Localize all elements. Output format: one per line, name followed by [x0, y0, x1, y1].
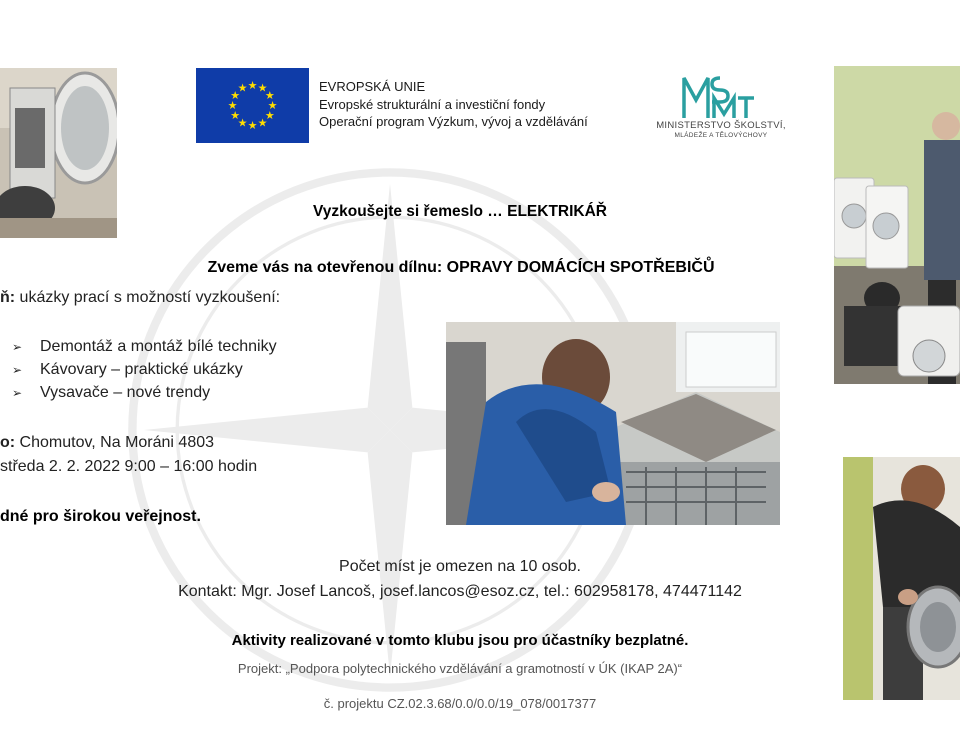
svg-text:★: ★ [257, 116, 268, 130]
place-value: Chomutov, Na Moráni 4803 [15, 434, 215, 451]
program-label: ň: [0, 289, 16, 306]
svg-text:★: ★ [267, 99, 278, 112]
contact-info: Kontakt: Mgr. Josef Lancoš, josef.lancos@esoz.cz, tel.: 602958178, 474471142 [178, 583, 742, 600]
svg-text:★: ★ [247, 119, 258, 132]
arrow-bullet-icon: ➢ [12, 363, 23, 377]
program-text: ukázky prací s možností vyzkoušení: [15, 289, 281, 306]
list-item-text: Demontáž a montáž bílé techniky [40, 338, 277, 355]
eu-title: EVROPSKÁ UNIE [319, 79, 426, 94]
svg-text:★: ★ [247, 79, 258, 92]
eu-flag-logo [196, 68, 309, 143]
arrow-bullet-icon: ➢ [12, 340, 23, 354]
svg-text:★: ★ [237, 116, 248, 130]
msmt-name-line1: MINISTERSTVO ŠKOLSTVÍ, [656, 120, 786, 131]
free-note: Aktivity realizované v tomto klubu jsou pro účastníky bezplatné. [231, 632, 689, 649]
msmt-name [646, 121, 796, 141]
audience-line: dné pro širokou veřejnost. [0, 508, 201, 525]
svg-text:★: ★ [230, 89, 241, 102]
svg-text:★: ★ [257, 81, 268, 95]
photo-dishwasher-repair [446, 322, 780, 525]
arrow-bullet-icon: ➢ [12, 386, 23, 400]
project-name: Projekt: „Podpora polytechnického vzdělávání a gramotností v ÚK (IKAP 2A)“ [237, 661, 683, 676]
list-item [12, 361, 243, 379]
svg-text:★: ★ [230, 109, 241, 122]
svg-text:★: ★ [264, 109, 275, 122]
svg-text:★: ★ [264, 89, 275, 102]
place-label: o: [0, 434, 16, 451]
svg-text:★: ★ [227, 99, 238, 112]
eu-program: Operační program Výzkum, vývoj a vzdělávání [319, 114, 588, 129]
capacity-note: Počet míst je omezen na 10 osob. [339, 558, 581, 575]
msmt-name-line2: MLÁDEŽE A TĚLOVÝCHOVY [674, 132, 768, 139]
list-item-text: Vysavače – nové trendy [40, 384, 211, 401]
photo-workshop-men [834, 66, 960, 384]
list-item-text: Kávovary – praktické ukázky [40, 361, 243, 378]
eu-caption [319, 78, 588, 131]
svg-text:★: ★ [237, 81, 248, 95]
project-number: č. projektu CZ.02.3.68/0.0/0.0/19_078/0017377 [323, 696, 597, 711]
place-line [0, 434, 214, 452]
headline: Vyzkoušejte si řemeslo … ELEKTRIKÁŘ [312, 203, 607, 220]
list-item [12, 384, 210, 402]
program-intro [0, 289, 280, 307]
list-item [12, 338, 277, 356]
date-line: středa 2. 2. 2022 9:00 – 16:00 hodin [0, 458, 258, 475]
eu-funds: Evropské strukturální a investiční fondy [319, 96, 546, 112]
subheadline: Zveme vás na otevřenou dílnu: OPRAVY DOMÁCÍCH SPOTŘEBIČŮ [207, 259, 715, 276]
